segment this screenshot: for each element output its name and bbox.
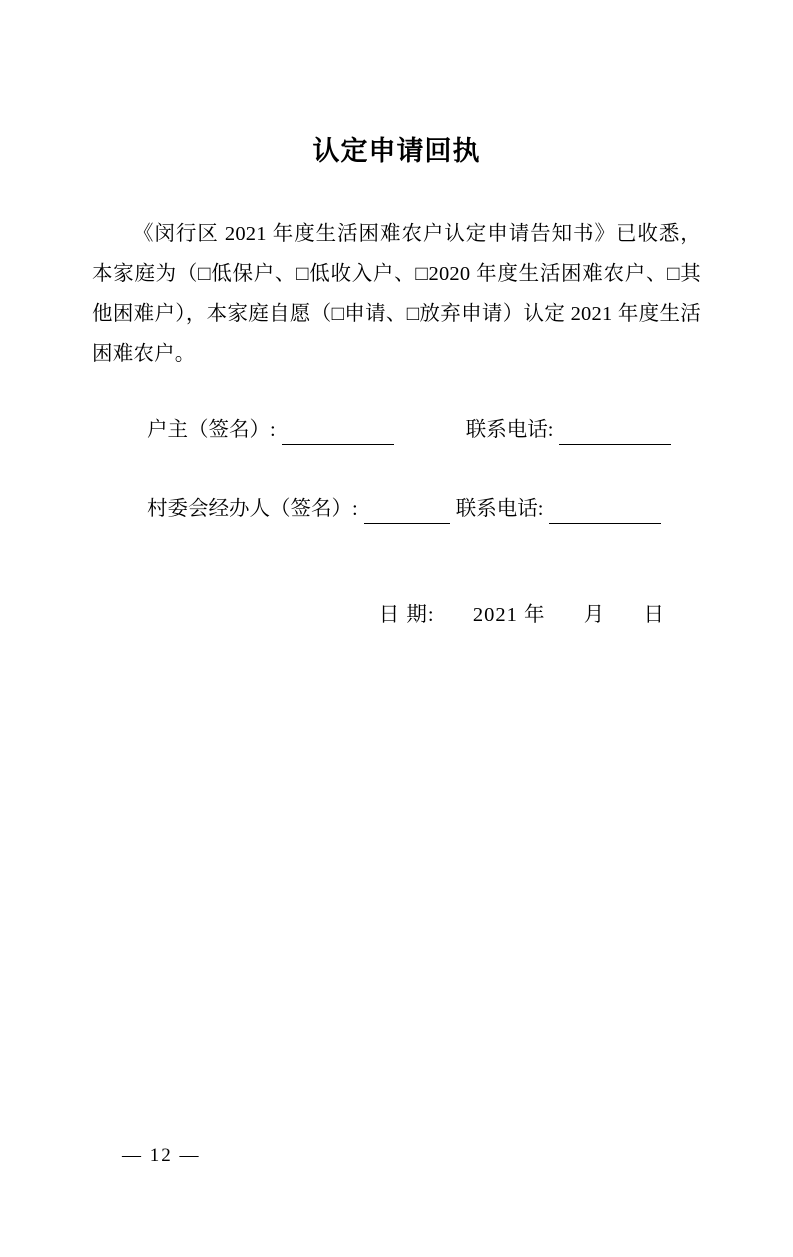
village-officer-signature-line[interactable] — [364, 522, 450, 524]
date-year: 2021 年 — [472, 604, 546, 627]
body-paragraph: 《闵行区 2021 年度生活困难农户认定申请告知书》已收悉，本家庭为（□低保户、□低收入户、□2020 年度生活困难农户、□其他困难户），本家庭自愿（□申请、□放弃申请）认定 2021 年度生活困难农户。 — [92, 223, 701, 366]
page-title: 认定申请回执 — [312, 136, 481, 166]
householder-signature-line[interactable] — [282, 443, 394, 445]
signature-row-village-officer — [92, 490, 701, 529]
document-page — [0, 135, 793, 1257]
village-officer-phone-label: 联系电话: — [455, 498, 544, 521]
date-prefix: 日 期: — [378, 604, 435, 627]
householder-label: 户主（签名）: — [147, 419, 276, 442]
village-officer-label: 村委会经办人（签名）: — [147, 498, 358, 521]
householder-phone-line[interactable] — [559, 443, 671, 445]
date-month: 月 — [583, 604, 606, 627]
village-officer-phone-line[interactable] — [549, 522, 661, 524]
signature-row-householder — [92, 411, 701, 450]
date-line — [92, 597, 701, 627]
page-number: — 12 — — [122, 1145, 201, 1166]
householder-phone-label: 联系电话: — [465, 419, 554, 442]
date-day: 日 — [643, 604, 665, 627]
signature-block — [92, 411, 701, 529]
